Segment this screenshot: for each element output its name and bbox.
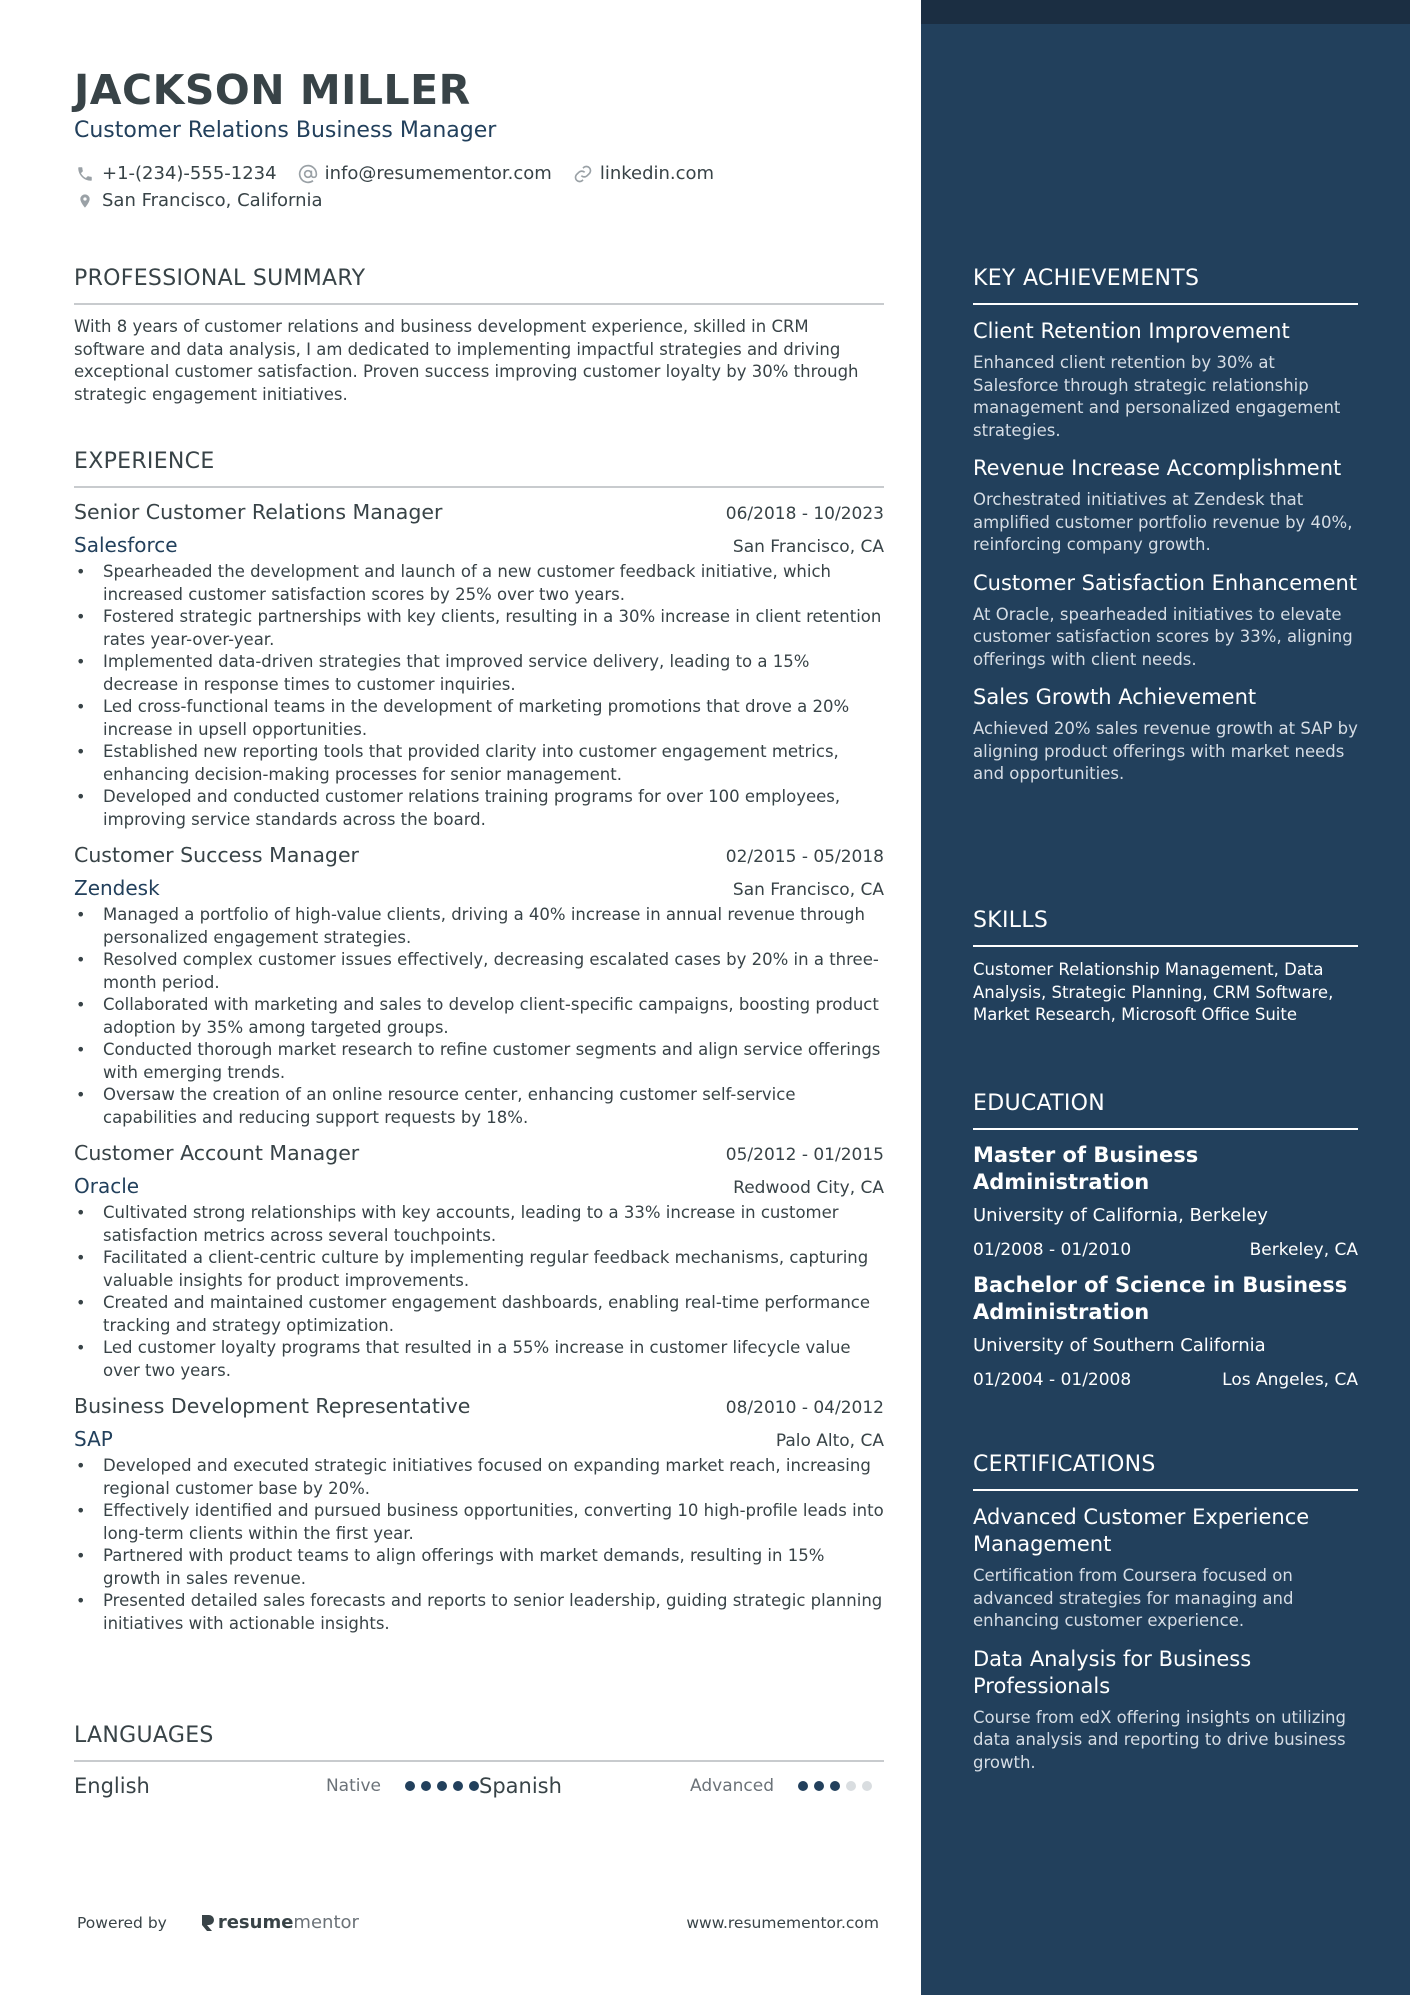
bullet-item: • Managed a portfolio of high-value clients, driving a 40% increase in annual revenue through personalized engagement strategies. bbox=[74, 904, 884, 949]
education-school: University of Southern California bbox=[973, 1335, 1266, 1356]
skills-text: Customer Relationship Management, Data Analysis, Strategic Planning, CRM Software, Market Research, Microsoft Office Suite bbox=[973, 960, 1334, 1024]
sidebar bbox=[921, 0, 1410, 1995]
company-name: Oracle bbox=[74, 1174, 140, 1198]
rating-dot-filled bbox=[798, 1781, 808, 1791]
summary-text: With 8 years of customer relations and business development experience, skilled in CRM software and data analysis, I am dedicated to implementing impactful strategies and driving exceptional customer satisfaction. Proven success improving customer loyalty by 30% through strategic engagement initiatives. bbox=[74, 317, 859, 404]
certification-title: Advanced Customer Experience Management bbox=[973, 1505, 1310, 1556]
location-text: San Francisco, California bbox=[102, 190, 323, 211]
phone-text: +1-(234)-555-1234 bbox=[102, 163, 277, 184]
candidate-name: JACKSON MILLER bbox=[74, 66, 471, 114]
achievement-title: Client Retention Improvement bbox=[973, 319, 1290, 343]
bullet-item: • Created and maintained customer engagement dashboards, enabling real-time performance tracking and strategy optimization. bbox=[74, 1292, 884, 1337]
language-level: Native bbox=[325, 1776, 381, 1796]
job-location: Palo Alto, CA bbox=[775, 1431, 884, 1451]
achievement-item bbox=[973, 570, 1358, 672]
job-title: Business Development Representative bbox=[74, 1394, 471, 1418]
certification-title: Data Analysis for Business Professionals bbox=[973, 1646, 1252, 1698]
achievement-desc: At Oracle, spearheaded initiatives to elevate customer satisfaction scores by 33%, aligning offerings with client needs. bbox=[973, 604, 1353, 669]
achievement-title: Sales Growth Achievement bbox=[973, 685, 1257, 709]
education-school: University of California, Berkeley bbox=[973, 1205, 1268, 1226]
language-name: Spanish bbox=[479, 1774, 562, 1798]
linkedin-text: linkedin.com bbox=[599, 163, 715, 184]
language-rating bbox=[798, 1781, 872, 1791]
skills-heading: SKILLS bbox=[973, 908, 1049, 933]
job-bullets bbox=[74, 1202, 884, 1382]
achievements-section bbox=[973, 266, 1358, 786]
bullet-item: • Spearheaded the development and launch of a new customer feedback initiative, which increased customer satisfaction scores by 25% over two years. bbox=[74, 561, 884, 606]
achievement-desc: Achieved 20% sales revenue growth at SAP by aligning product offerings with market needs and opportunities. bbox=[973, 719, 1358, 783]
at-icon bbox=[297, 163, 319, 185]
achievement-desc: Enhanced client retention by 30% at Salesforce through strategic relationship management and personalized engagement strategies. bbox=[973, 353, 1341, 440]
footer-url[interactable]: www.resumementor.com bbox=[686, 1913, 879, 1932]
certification-desc: Certification from Coursera focused on advanced strategies for managing and enhancing customer experience. bbox=[973, 1566, 1294, 1630]
brand-logo-icon bbox=[199, 1914, 215, 1932]
certifications-section bbox=[973, 1452, 1358, 1774]
rating-dot-filled bbox=[830, 1781, 840, 1791]
rating-dot-filled bbox=[421, 1781, 431, 1791]
rating-dot-filled bbox=[469, 1781, 479, 1791]
education-dates: 01/2008 - 01/2010 bbox=[973, 1240, 1132, 1260]
job-title: Senior Customer Relations Manager bbox=[74, 500, 443, 524]
job-title: Customer Success Manager bbox=[74, 843, 359, 867]
link-icon bbox=[572, 163, 594, 185]
job-entry bbox=[74, 1141, 884, 1382]
footer bbox=[77, 1912, 879, 1933]
achievement-item bbox=[973, 455, 1358, 557]
education-dates: 01/2004 - 01/2008 bbox=[973, 1370, 1132, 1390]
education-degree: Master of Business Administration bbox=[973, 1143, 1199, 1194]
job-bullets bbox=[74, 1455, 884, 1635]
bullet-item: • Led customer loyalty programs that resulted in a 55% increase in customer lifecycle value over two years. bbox=[74, 1337, 884, 1382]
achievement-item bbox=[973, 684, 1358, 786]
summary-section bbox=[74, 266, 884, 406]
education-degree: Bachelor of Science in Business Administration bbox=[973, 1273, 1348, 1324]
section-divider bbox=[74, 303, 884, 305]
job-bullets bbox=[74, 561, 884, 831]
achievement-title: Revenue Increase Accomplishment bbox=[973, 456, 1342, 480]
bullet-item: • Facilitated a client-centric culture by implementing regular feedback mechanisms, capturing valuable insights for product improvements. bbox=[74, 1247, 884, 1292]
rating-dot-empty bbox=[862, 1781, 872, 1791]
education-location: Berkeley, CA bbox=[1249, 1240, 1358, 1260]
section-divider bbox=[74, 1760, 884, 1762]
company-name: SAP bbox=[74, 1427, 113, 1451]
job-entry bbox=[74, 843, 884, 1129]
rating-dot-empty bbox=[846, 1781, 856, 1791]
powered-by-text: Powered by bbox=[77, 1913, 167, 1932]
language-level: Advanced bbox=[690, 1776, 774, 1796]
job-entry bbox=[74, 1394, 884, 1635]
bullet-item: • Effectively identified and pursued business opportunities, converting 10 high-profile leads into long-term clients within the first year. bbox=[74, 1500, 884, 1545]
rating-dot-filled bbox=[453, 1781, 463, 1791]
email-text: info@resumementor.com bbox=[324, 163, 552, 184]
candidate-role: Customer Relations Business Manager bbox=[74, 118, 497, 143]
section-divider bbox=[74, 486, 884, 488]
bullet-item: • Established new reporting tools that provided clarity into customer engagement metrics, enhancing decision-making processes for senior management. bbox=[74, 741, 884, 786]
bullet-item: • Partnered with product teams to align offerings with market demands, resulting in 15% growth in sales revenue. bbox=[74, 1545, 884, 1590]
bullet-item: • Cultivated strong relationships with key accounts, leading to a 33% increase in customer satisfaction metrics across several touchpoints. bbox=[74, 1202, 884, 1247]
rating-dot-filled bbox=[437, 1781, 447, 1791]
achievement-desc: Orchestrated initiatives at Zendesk that amplified customer portfolio revenue by 40%, reinforcing company growth. bbox=[973, 490, 1353, 554]
education-item bbox=[973, 1272, 1358, 1390]
job-dates: 06/2018 - 10/2023 bbox=[725, 504, 884, 524]
rating-dot-filled bbox=[814, 1781, 824, 1791]
languages-section bbox=[74, 1723, 884, 1798]
company-name: Salesforce bbox=[74, 533, 178, 557]
achievement-item bbox=[973, 318, 1358, 442]
job-location: San Francisco, CA bbox=[732, 880, 884, 900]
location-pin-icon bbox=[74, 190, 96, 212]
bullet-item: • Oversaw the creation of an online resource center, enhancing customer self-service capabilities and reducing support requests by 18%. bbox=[74, 1084, 884, 1129]
email-contact[interactable] bbox=[297, 163, 552, 185]
brand-name-light: mentor bbox=[293, 1912, 359, 1933]
bullet-item: • Developed and executed strategic initiatives focused on expanding market reach, increasing regional customer base by 20%. bbox=[74, 1455, 884, 1500]
education-item bbox=[973, 1142, 1358, 1260]
skills-section bbox=[973, 908, 1358, 1027]
experience-heading: EXPERIENCE bbox=[74, 449, 215, 474]
section-divider bbox=[973, 945, 1358, 947]
bullet-item: • Developed and conducted customer relations training programs for over 100 employees, improving service standards across the board. bbox=[74, 786, 884, 831]
job-title: Customer Account Manager bbox=[74, 1141, 360, 1165]
education-location: Los Angeles, CA bbox=[1222, 1370, 1358, 1390]
summary-heading: PROFESSIONAL SUMMARY bbox=[74, 266, 366, 291]
contact-info bbox=[74, 160, 884, 214]
bullet-item: • Presented detailed sales forecasts and reports to senior leadership, guiding strategic planning initiatives with actionable insights. bbox=[74, 1590, 884, 1635]
language-name: English bbox=[74, 1774, 150, 1798]
language-item bbox=[74, 1774, 479, 1798]
education-heading: EDUCATION bbox=[973, 1091, 1106, 1116]
experience-section bbox=[74, 449, 884, 1635]
job-bullets bbox=[74, 904, 884, 1129]
brand-logo[interactable] bbox=[199, 1912, 359, 1933]
achievements-heading: KEY ACHIEVEMENTS bbox=[973, 266, 1200, 291]
bullet-item: • Led cross-functional teams in the development of marketing promotions that drove a 20% increase in upsell opportunities. bbox=[74, 696, 884, 741]
sidebar-top-bar bbox=[921, 0, 1410, 24]
section-divider bbox=[973, 303, 1358, 305]
phone-contact[interactable] bbox=[74, 163, 277, 185]
company-name: Zendesk bbox=[74, 876, 160, 900]
rating-dot-filled bbox=[405, 1781, 415, 1791]
section-divider bbox=[973, 1128, 1358, 1130]
job-location: San Francisco, CA bbox=[732, 537, 884, 557]
bullet-item: • Fostered strategic partnerships with key clients, resulting in a 30% increase in client retention rates year-over-year. bbox=[74, 606, 884, 651]
bullet-item: • Implemented data-driven strategies that improved service delivery, leading to a 15% decrease in response times to customer inquiries. bbox=[74, 651, 884, 696]
bullet-item: • Conducted thorough market research to refine customer segments and align service offerings with emerging trends. bbox=[74, 1039, 884, 1084]
job-dates: 08/2010 - 04/2012 bbox=[725, 1398, 884, 1418]
certification-desc: Course from edX offering insights on utilizing data analysis and reporting to drive business growth. bbox=[973, 1707, 1346, 1772]
linkedin-contact[interactable] bbox=[572, 163, 714, 185]
certifications-heading: CERTIFICATIONS bbox=[973, 1452, 1156, 1477]
phone-icon bbox=[74, 163, 96, 185]
certification-item bbox=[973, 1646, 1358, 1775]
achievement-title: Customer Satisfaction Enhancement bbox=[973, 570, 1358, 595]
brand-name-bold: resume bbox=[217, 1912, 294, 1933]
education-section bbox=[973, 1091, 1358, 1390]
bullet-item: • Resolved complex customer issues effectively, decreasing escalated cases by 20% in a three-month period. bbox=[74, 949, 884, 994]
language-item bbox=[479, 1774, 884, 1798]
job-dates: 02/2015 - 05/2018 bbox=[725, 847, 884, 867]
section-divider bbox=[973, 1489, 1358, 1491]
languages-heading: LANGUAGES bbox=[74, 1723, 214, 1748]
job-entry bbox=[74, 500, 884, 831]
certification-item bbox=[973, 1504, 1358, 1633]
job-location: Redwood City, CA bbox=[733, 1178, 884, 1198]
location-contact bbox=[74, 190, 323, 212]
job-dates: 05/2012 - 01/2015 bbox=[725, 1145, 884, 1165]
bullet-item: • Collaborated with marketing and sales to develop client-specific campaigns, boosting product adoption by 35% among targeted groups. bbox=[74, 994, 884, 1039]
language-rating bbox=[405, 1781, 479, 1791]
